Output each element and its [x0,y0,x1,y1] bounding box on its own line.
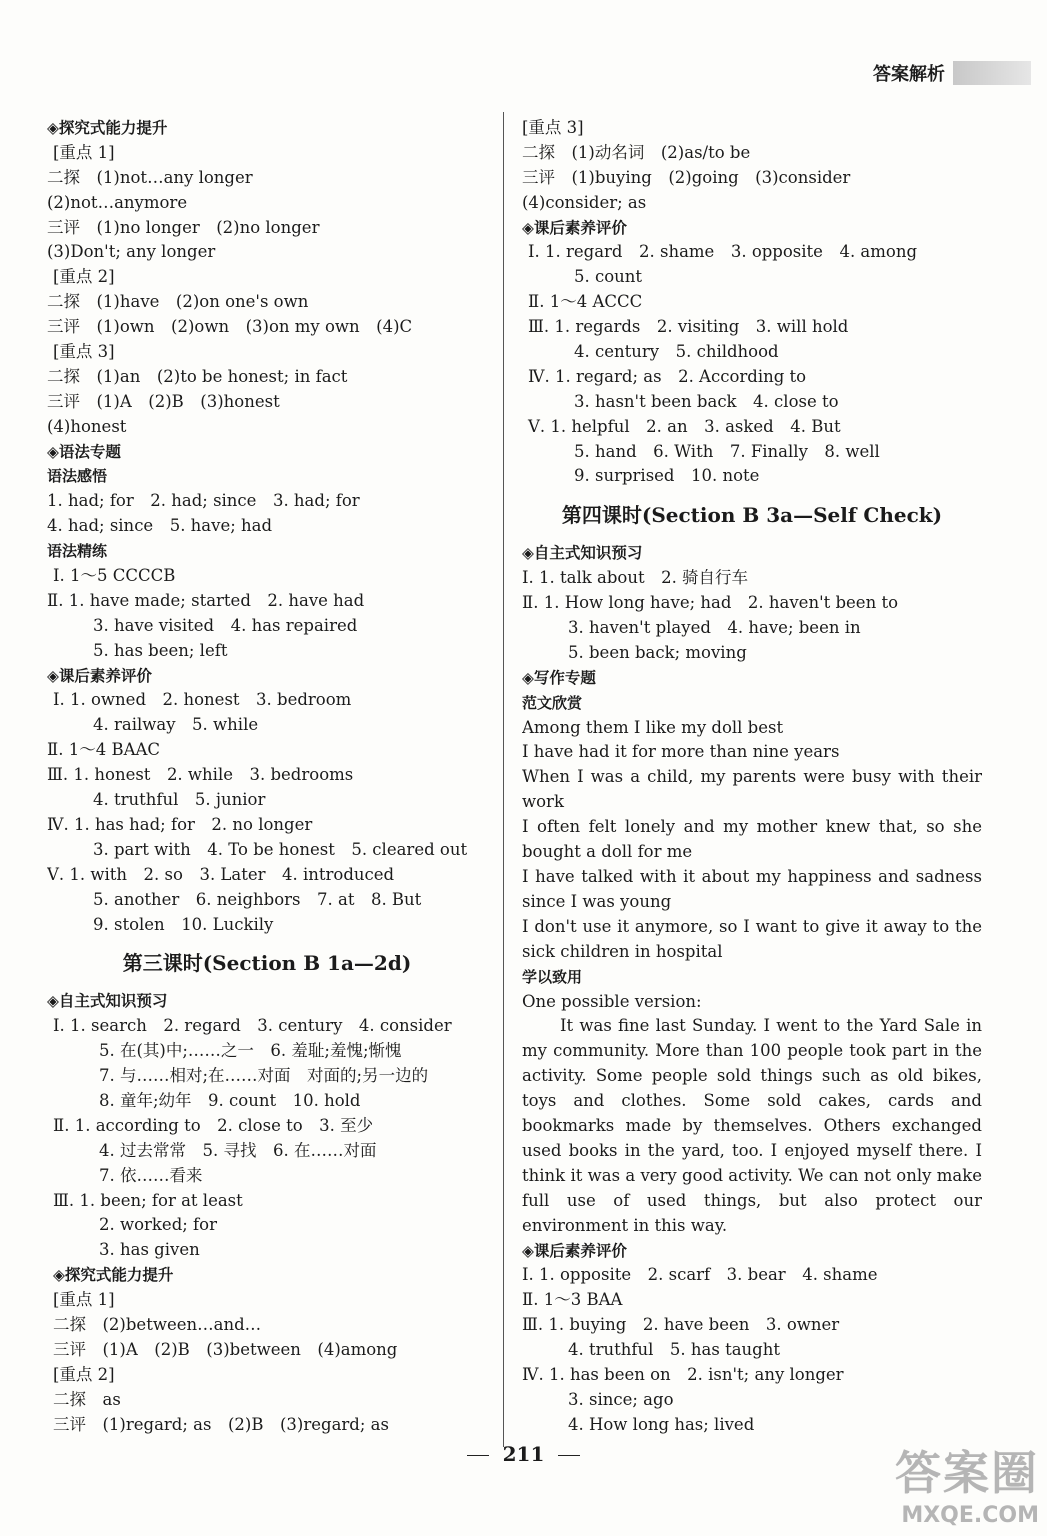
answer-line: (3)Don't; any longer [47,242,216,262]
dash-right [558,1455,580,1456]
right-column-bottom [522,1239,982,1438]
version-label: One possible version: [522,991,702,1011]
section-heading: ◈课后素养评价 [522,1241,627,1260]
answer-line: 4. truthful 5. has taught [568,1340,780,1360]
answer-line: 三评 (1)own (2)own (3)on my own (4)C [47,317,413,337]
answer-line: 二探 (1)动名词 (2)as/to be [522,142,751,162]
answer-line: Ⅱ. 1. according to 2. close to 3. 至少 [53,1115,374,1135]
answer-line: Ⅳ. 1. has been on 2. isn't; any longer [522,1365,844,1385]
section-heading: ◈写作专题 [522,668,596,687]
answer-line: 三评 (1)A (2)B (3)honest [47,391,280,411]
answer-line: 4. had; since 5. have; had [47,516,273,536]
model-sentence: I often felt lonely and my mother knew that, so she bought a doll for me [522,817,982,862]
section-heading: ◈语法专题 [47,442,121,461]
model-sentence: I don't use it anymore, so I want to give it away to the sick children in hospital [522,916,982,961]
answer-line: 二探 (1)not…any longer [47,167,253,187]
answer-line: 7. 与……相对;在……对面 对面的;另一边的 [99,1066,429,1086]
answer-line: Ⅴ. 1. helpful 2. an 3. asked 4. But [528,416,841,436]
answer-line: Ⅱ. 1. How long have; had 2. haven't been to [522,593,899,613]
answer-line: [重点 1] [53,142,115,162]
answer-line: 3. haven't played 4. have; been in [568,618,861,638]
lesson-title: 第三课时(Section B 1a—2d) [122,951,412,976]
answer-line: 4. truthful 5. junior [93,790,266,810]
lesson-title: 第四课时(Section B 3a—Self Check) [561,503,943,528]
answer-line: 二探 as [53,1389,121,1409]
answer-line: 2. worked; for [99,1215,217,1235]
answer-line: Ⅳ. 1. has had; for 2. no longer [47,814,313,834]
answer-line: 8. 童年;幼年 9. count 10. hold [99,1090,361,1110]
answer-line: Ⅱ. 1～3 BAA [522,1290,623,1310]
answer-line: 5. been back; moving [568,642,747,662]
page-number-row [0,1442,1047,1466]
answer-line: Among them I like my doll best [522,717,784,737]
essay-paragraph: It was fine last Sunday. I went to the Yard Sale in my community. More than 100 people took part in the activity. Some people sold things such as old bikes, toys and clothes. Some sold cakes, cards and bookmarks made by themselves. Others exchanged used books in the yard, too. I enjoyed myself there. I think it was a very good activity. We can not only make full use of used things, but also protect our environment in this way. [522,1016,982,1235]
left-column [47,116,487,1437]
answer-line: 9. stolen 10. Luckily [93,914,274,934]
answer-line: 5. has been; left [93,640,228,660]
answer-line: Ⅰ. 1. talk about 2. 骑自行车 [522,568,749,588]
right-column [522,116,982,1438]
answer-line: [重点 2] [53,267,115,287]
header-title: 答案解析 [873,64,945,85]
answer-line: Ⅳ. 1. regard; as 2. According to [528,366,807,386]
subheading: 语法感悟 [47,467,108,486]
page-header [863,58,1031,88]
answer-line: [重点 3] [522,118,584,137]
section-heading: ◈自主式知识预习 [522,544,643,563]
answer-line: Ⅱ. 1～4 ACCC [528,292,643,312]
header-bar [953,61,1031,85]
answer-line: I have had it for more than nine years [522,742,840,762]
page-number: 211 [502,1442,545,1466]
answer-line: [重点 2] [53,1364,115,1384]
answer-line: Ⅲ. 1. buying 2. have been 3. owner [522,1315,840,1335]
answer-line: Ⅴ. 1. with 2. so 3. Later 4. introduced [47,864,395,884]
model-essay-sentences [522,765,982,964]
watermark-sub: MXQE.COM [901,1503,1039,1528]
answer-line: [重点 3] [53,342,115,362]
section-heading: ◈课后素养评价 [522,218,627,237]
answer-line: Ⅲ. 1. honest 2. while 3. bedrooms [47,765,354,785]
answer-line: (4)consider; as [522,192,647,212]
answer-line: Ⅰ. 1. opposite 2. scarf 3. bear 4. shame [522,1265,878,1285]
column-divider [503,112,504,1447]
subheading: 范文欣赏 [522,693,583,712]
answer-line: 3. part with 4. To be honest 5. cleared out [93,839,468,859]
answer-line: (2)not…anymore [47,192,188,212]
answer-line: 三评 (1)A (2)B (3)between (4)among [53,1339,398,1359]
subheading: 语法精练 [47,542,108,561]
answer-line: Ⅲ. 1. regards 2. visiting 3. will hold [528,317,849,337]
answer-line: 4. century 5. childhood [574,342,779,362]
answer-line: 二探 (1)an (2)to be honest; in fact [47,366,348,386]
answer-line: 二探 (1)have (2)on one's own [47,292,309,312]
section-heading: ◈探究式能力提升 [47,119,168,137]
answer-line: Ⅱ. 1. have made; started 2. have had [47,590,365,610]
apply-heading: 学以致用 [522,967,583,986]
answer-line: Ⅰ. 1. owned 2. honest 3. bedroom [53,690,352,710]
section-heading: ◈探究式能力提升 [53,1266,174,1285]
right-column-top [522,116,982,765]
section-heading: ◈自主式知识预习 [47,992,168,1011]
answer-line: (4)honest [47,416,127,436]
answer-line: 5. hand 6. With 7. Finally 8. well [574,441,880,461]
answer-line: Ⅲ. 1. been; for at least [53,1190,243,1210]
answer-line: Ⅰ. 1. regard 2. shame 3. opposite 4. among [528,242,918,262]
watermark-main: 答案圈 [895,1446,1039,1500]
model-sentence: When I was a child, my parents were busy with their work [522,767,982,812]
answer-line: 4. 过去常常 5. 寻找 6. 在……对面 [99,1140,377,1160]
answer-line: 9. surprised 10. note [574,466,760,486]
section-heading: ◈课后素养评价 [47,666,152,685]
answer-line: 5. count [574,267,643,287]
answer-line: 5. 在(其)中;……之一 6. 羞耻;羞愧;惭愧 [99,1041,402,1061]
answer-line: Ⅰ. 1. search 2. regard 3. century 4. consider [53,1016,452,1036]
answer-line: 3. have visited 4. has repaired [93,615,358,635]
model-sentence: I have talked with it about my happiness and sadness since I was young [522,867,982,911]
watermark-logo [895,1437,1039,1528]
answer-line: 3. since; ago [568,1389,674,1409]
answer-line: [重点 1] [53,1290,115,1310]
answer-line: 三评 (1)buying (2)going (3)consider [522,167,851,187]
answer-line: 三评 (1)regard; as (2)B (3)regard; as [53,1414,389,1434]
answer-line: Ⅱ. 1～4 BAAC [47,740,161,760]
answer-line: 三评 (1)no longer (2)no longer [47,217,320,237]
answer-line: 3. hasn't been back 4. close to [574,391,839,411]
answer-line: Ⅰ. 1～5 CCCCB [53,566,176,586]
answer-line: 5. another 6. neighbors 7. at 8. But [93,889,422,909]
dash-left [467,1455,489,1456]
answer-line: 4. How long has; lived [568,1414,755,1434]
answer-line: 4. railway 5. while [93,715,259,735]
answer-line: 1. had; for 2. had; since 3. had; for [47,491,360,511]
answer-line: 7. 依……看来 [99,1165,203,1185]
answer-line: 3. has given [99,1240,200,1260]
answer-line: 二探 (2)between…and… [53,1314,262,1334]
